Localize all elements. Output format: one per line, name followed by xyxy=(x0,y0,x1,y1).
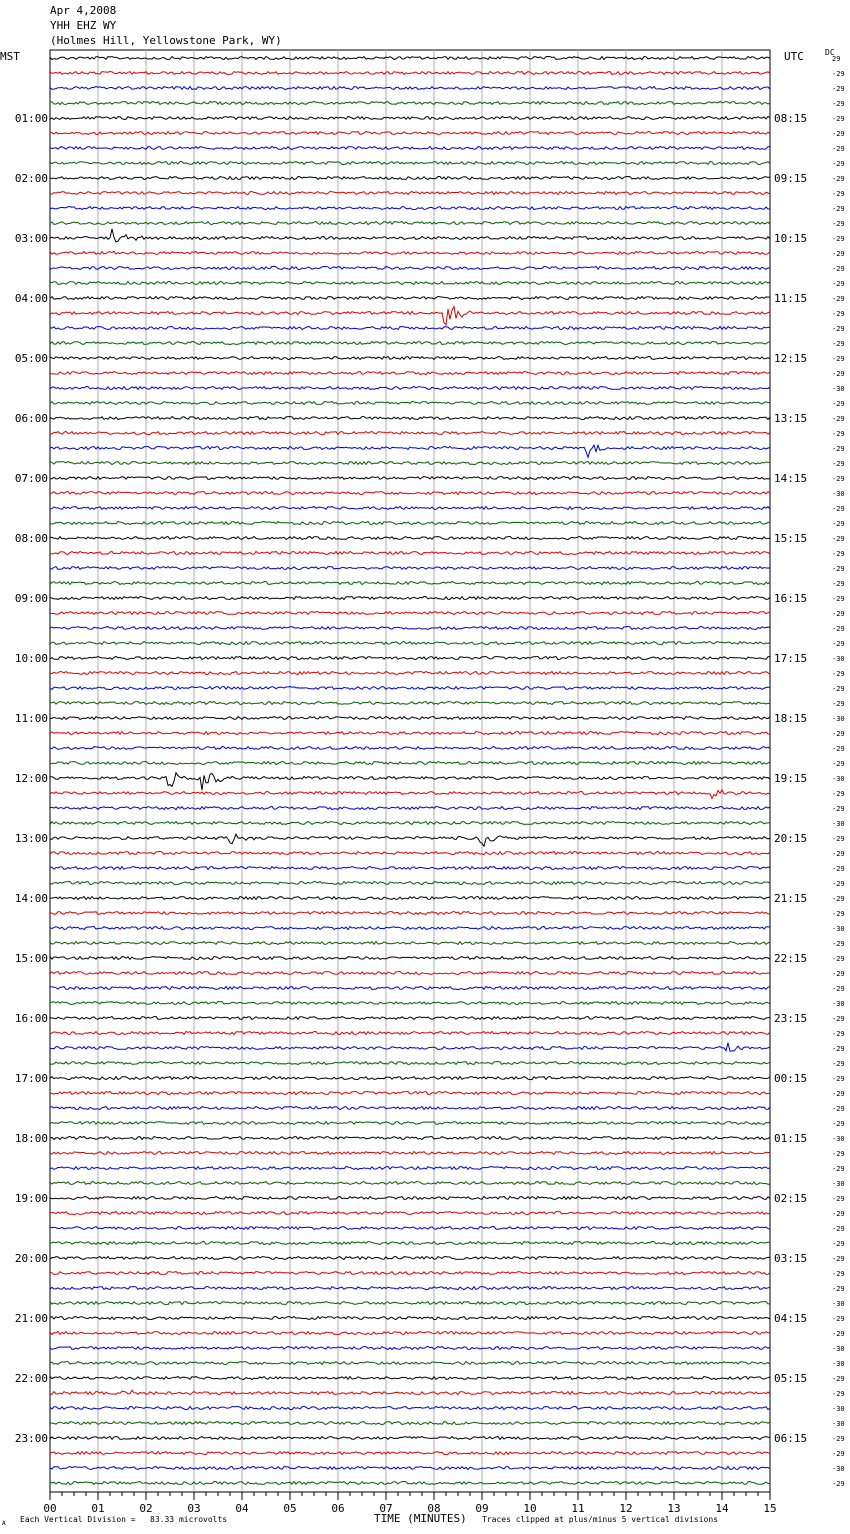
seismic-trace xyxy=(50,72,770,75)
right-hour-label: 06:15 xyxy=(774,1432,808,1445)
dc-offset-label: -29 xyxy=(832,1210,845,1218)
seismic-trace xyxy=(50,221,770,224)
clip-note: Traces clipped at plus/minus 5 vertical divisions xyxy=(482,1515,719,1524)
left-hour-label: 22:00 xyxy=(14,1372,48,1385)
seismic-trace xyxy=(50,507,770,510)
seismic-trace xyxy=(50,672,770,675)
seismic-trace xyxy=(50,867,770,870)
seismic-trace xyxy=(50,807,770,810)
dc-offset-label: -29 xyxy=(832,685,845,693)
seismic-trace xyxy=(50,476,770,479)
dc-offset-label: -29 xyxy=(832,580,845,588)
dc-offset-label: -29 xyxy=(832,970,845,978)
dc-offset-label: -29 xyxy=(832,895,845,903)
seismic-trace xyxy=(50,117,770,120)
left-hour-label: 05:00 xyxy=(14,352,48,365)
seismic-trace xyxy=(50,1437,770,1440)
seismic-trace xyxy=(50,986,770,989)
x-tick-label: 10 xyxy=(523,1502,537,1515)
right-hour-label: 18:15 xyxy=(774,712,808,725)
seismic-trace xyxy=(50,251,770,254)
dc-offset-label: -30 xyxy=(832,1465,845,1473)
right-hour-label: 21:15 xyxy=(774,892,808,905)
right-hour-label: 10:15 xyxy=(774,232,808,245)
left-hour-label: 20:00 xyxy=(14,1252,48,1265)
seismic-trace xyxy=(50,1302,770,1305)
seismic-trace xyxy=(50,773,770,790)
seismic-trace xyxy=(50,882,770,885)
seismic-trace xyxy=(50,747,770,750)
dc-offset-label: -30 xyxy=(832,1345,845,1353)
seismic-trace xyxy=(50,307,770,325)
dc-offset-label: -29 xyxy=(832,220,845,228)
dc-offset-label: -29 xyxy=(832,430,845,438)
dc-offset-label: -29 xyxy=(832,640,845,648)
dc-offset-label: -29 xyxy=(832,940,845,948)
header-location: (Holmes Hill, Yellowstone Park, WY) xyxy=(50,34,282,47)
left-hour-label: 03:00 xyxy=(14,232,48,245)
dc-offset-label: -29 xyxy=(832,1090,845,1098)
left-hour-label: 13:00 xyxy=(14,832,48,845)
left-hour-label: 11:00 xyxy=(14,712,48,725)
dc-offset-label: -30 xyxy=(832,1360,845,1368)
right-hour-label: 13:15 xyxy=(774,412,808,425)
seismic-trace xyxy=(50,941,770,944)
seismic-trace xyxy=(50,1317,770,1320)
dc-offset-label: -29 xyxy=(832,145,845,153)
x-tick-label: 07 xyxy=(379,1502,393,1515)
plot-frame xyxy=(50,50,770,1492)
right-hour-label: 09:15 xyxy=(774,172,808,185)
header-date: Apr 4,2008 xyxy=(50,4,117,17)
seismic-trace xyxy=(50,1032,770,1035)
dc-offset-label: -29 xyxy=(832,1045,845,1053)
dc-offset-label: -29 xyxy=(832,400,845,408)
seismic-trace xyxy=(50,297,770,300)
x-tick-label: 11 xyxy=(571,1502,585,1515)
right-hour-label: 01:15 xyxy=(774,1132,808,1145)
dc-offset-label: -29 xyxy=(832,1225,845,1233)
dc-offset-label: -29 xyxy=(832,1375,845,1383)
right-hour-label: 03:15 xyxy=(774,1252,808,1265)
dc-offset-label: -29 xyxy=(832,745,845,753)
seismic-trace xyxy=(50,416,770,419)
seismic-trace xyxy=(50,1107,770,1110)
dc-offset-label: -29 xyxy=(832,625,845,633)
dc-offset-label: -29 xyxy=(832,205,845,213)
dc-offset-label: -29 xyxy=(832,805,845,813)
seismic-trace xyxy=(50,1226,770,1229)
seismic-trace xyxy=(50,1043,770,1052)
x-tick-label: 13 xyxy=(667,1502,681,1515)
left-hour-label: 12:00 xyxy=(14,772,48,785)
left-hour-label: 08:00 xyxy=(14,532,48,545)
seismic-trace xyxy=(50,162,770,165)
dc-offset-label: -29 xyxy=(832,250,845,258)
seismic-trace xyxy=(50,207,770,210)
left-hour-label: 09:00 xyxy=(14,592,48,605)
seismic-trace xyxy=(50,1452,770,1455)
right-hour-label: 15:15 xyxy=(774,532,808,545)
seismic-trace xyxy=(50,1346,770,1349)
left-hour-label: 19:00 xyxy=(14,1192,48,1205)
x-tick-label: 05 xyxy=(283,1502,297,1515)
dc-offset-label: -29 xyxy=(832,1315,845,1323)
seismic-trace xyxy=(50,1166,770,1169)
left-hour-label: 15:00 xyxy=(14,952,48,965)
seismic-trace xyxy=(50,1257,770,1260)
seismic-trace xyxy=(50,1062,770,1065)
seismic-trace xyxy=(50,1466,770,1469)
right-hour-label: 19:15 xyxy=(774,772,808,785)
dc-offset-label: 29 xyxy=(832,55,841,63)
left-hour-label: 02:00 xyxy=(14,172,48,185)
dc-offset-label: -30 xyxy=(832,715,845,723)
dc-offset-label: -29 xyxy=(832,1030,845,1038)
dc-offset-label: -29 xyxy=(832,175,845,183)
seismic-trace xyxy=(50,372,770,375)
right-hour-label: 08:15 xyxy=(774,112,808,125)
seismic-trace xyxy=(50,86,770,89)
dc-offset-label: -29 xyxy=(832,355,845,363)
dc-offset-label: -30 xyxy=(832,1420,845,1428)
seismic-trace xyxy=(50,687,770,690)
right-hour-label: 05:15 xyxy=(774,1372,808,1385)
dc-offset-label: -29 xyxy=(832,670,845,678)
dc-offset-label: -29 xyxy=(832,760,845,768)
seismic-trace xyxy=(50,1272,770,1275)
seismic-trace xyxy=(50,957,770,960)
right-hour-label: 14:15 xyxy=(774,472,808,485)
seismic-trace xyxy=(50,1422,770,1425)
dc-offset-label: -29 xyxy=(832,850,845,858)
x-tick-label: 14 xyxy=(715,1502,729,1515)
right-hour-label: 04:15 xyxy=(774,1312,808,1325)
seismic-trace xyxy=(50,717,770,720)
seismic-trace xyxy=(50,431,770,434)
dc-offset-label: -29 xyxy=(832,1270,845,1278)
seismic-trace xyxy=(50,1001,770,1004)
seismic-trace xyxy=(50,132,770,135)
dc-offset-label: -30 xyxy=(832,925,845,933)
dc-offset-label: -29 xyxy=(832,115,845,123)
seismic-trace xyxy=(50,657,770,660)
dc-offset-label: -30 xyxy=(832,775,845,783)
dc-offset-label: -29 xyxy=(832,190,845,198)
seismic-trace xyxy=(50,1092,770,1095)
x-tick-label: 02 xyxy=(139,1502,153,1515)
left-hour-label: 18:00 xyxy=(14,1132,48,1145)
seismic-trace xyxy=(50,445,770,457)
seismic-trace xyxy=(50,146,770,149)
x-tick-label: 09 xyxy=(475,1502,489,1515)
seismic-trace xyxy=(50,492,770,495)
dc-offset-label: -29 xyxy=(832,1240,845,1248)
dc-offset-label: -29 xyxy=(832,1165,845,1173)
left-hour-label: 23:00 xyxy=(14,1432,48,1445)
corner-mark: A xyxy=(2,1520,6,1527)
dc-label: DC xyxy=(825,48,835,57)
left-hour-label: 21:00 xyxy=(14,1312,48,1325)
dc-offset-label: -29 xyxy=(832,1390,845,1398)
dc-offset-label: -29 xyxy=(832,415,845,423)
seismic-trace xyxy=(50,536,770,539)
dc-offset-label: -29 xyxy=(832,985,845,993)
x-tick-label: 00 xyxy=(43,1502,57,1515)
seismic-trace xyxy=(50,387,770,390)
dc-offset-label: -30 xyxy=(832,1135,845,1143)
dc-offset-label: -29 xyxy=(832,1015,845,1023)
dc-offset-label: -30 xyxy=(832,490,845,498)
seismic-trace xyxy=(50,402,770,405)
seismic-trace xyxy=(50,1332,770,1335)
x-tick-label: 08 xyxy=(427,1502,441,1515)
dc-offset-label: -30 xyxy=(832,655,845,663)
dc-offset-label: -29 xyxy=(832,535,845,543)
right-hour-label: 22:15 xyxy=(774,952,808,965)
seismic-trace xyxy=(50,627,770,630)
x-tick-label: 06 xyxy=(331,1502,345,1515)
seismic-trace xyxy=(50,582,770,585)
dc-offset-label: -29 xyxy=(832,880,845,888)
seismic-trace xyxy=(50,1407,770,1410)
seismic-trace xyxy=(50,701,770,704)
dc-offset-label: -29 xyxy=(832,550,845,558)
dc-offset-label: -29 xyxy=(832,1105,845,1113)
dc-offset-label: -29 xyxy=(832,910,845,918)
left-hour-label: 01:00 xyxy=(14,112,48,125)
dc-offset-label: -29 xyxy=(832,835,845,843)
dc-offset-label: -29 xyxy=(832,610,845,618)
left-hour-label: 07:00 xyxy=(14,472,48,485)
seismic-trace xyxy=(50,281,770,284)
seismic-trace xyxy=(50,356,770,359)
seismic-trace xyxy=(50,1482,770,1485)
left-hour-label: 06:00 xyxy=(14,412,48,425)
header-station: YHH EHZ WY xyxy=(50,19,117,32)
dc-offset-label: -29 xyxy=(832,295,845,303)
right-timezone-label: UTC xyxy=(784,50,804,63)
dc-offset-label: -29 xyxy=(832,1075,845,1083)
seismic-trace xyxy=(50,1376,770,1379)
dc-offset-label: -29 xyxy=(832,475,845,483)
seismic-trace xyxy=(50,1076,770,1079)
dc-offset-label: -29 xyxy=(832,565,845,573)
seismic-trace xyxy=(50,1242,770,1245)
right-hour-label: 02:15 xyxy=(774,1192,808,1205)
left-hour-label: 17:00 xyxy=(14,1072,48,1085)
right-hour-label: 00:15 xyxy=(774,1072,808,1085)
dc-offset-label: -29 xyxy=(832,520,845,528)
dc-offset-label: -29 xyxy=(832,100,845,108)
seismic-trace xyxy=(50,790,770,799)
dc-offset-label: -29 xyxy=(832,1435,845,1443)
dc-offset-label: -29 xyxy=(832,85,845,93)
left-timezone-label: MST xyxy=(0,50,20,63)
right-hour-label: 17:15 xyxy=(774,652,808,665)
seismic-trace xyxy=(50,597,770,600)
seismic-trace xyxy=(50,1136,770,1139)
dc-offset-label: -29 xyxy=(832,1450,845,1458)
dc-offset-label: -29 xyxy=(832,730,845,738)
dc-offset-label: -30 xyxy=(832,1405,845,1413)
dc-offset-label: -29 xyxy=(832,310,845,318)
x-tick-label: 03 xyxy=(187,1502,201,1515)
seismic-trace xyxy=(50,341,770,344)
seismic-trace xyxy=(50,1211,770,1214)
dc-offset-label: -29 xyxy=(832,595,845,603)
dc-offset-label: -29 xyxy=(832,70,845,78)
right-hour-label: 23:15 xyxy=(774,1012,808,1025)
dc-offset-label: -29 xyxy=(832,325,845,333)
seismic-trace xyxy=(50,1181,770,1184)
dc-offset-label: -29 xyxy=(832,1330,845,1338)
seismic-trace xyxy=(50,462,770,465)
dc-offset-label: -29 xyxy=(832,160,845,168)
dc-offset-label: -30 xyxy=(832,1000,845,1008)
dc-offset-label: -29 xyxy=(832,505,845,513)
x-tick-label: 12 xyxy=(619,1502,633,1515)
seismic-trace xyxy=(50,851,770,854)
dc-offset-label: -29 xyxy=(832,460,845,468)
seismic-trace xyxy=(50,612,770,615)
seismic-trace xyxy=(50,229,770,242)
x-axis-title: TIME (MINUTES) xyxy=(374,1512,467,1525)
dc-offset-label: -29 xyxy=(832,1120,845,1128)
dc-offset-label: -29 xyxy=(832,1060,845,1068)
dc-offset-label: -29 xyxy=(832,865,845,873)
x-tick-label: 15 xyxy=(763,1502,777,1515)
x-tick-label: 04 xyxy=(235,1502,249,1515)
x-tick-label: 01 xyxy=(91,1502,105,1515)
dc-offset-label: -29 xyxy=(832,265,845,273)
seismic-trace xyxy=(50,911,770,914)
dc-offset-label: -29 xyxy=(832,340,845,348)
dc-offset-label: -30 xyxy=(832,1180,845,1188)
seismic-trace xyxy=(50,566,770,569)
seismic-trace xyxy=(50,1152,770,1155)
left-hour-label: 04:00 xyxy=(14,292,48,305)
dc-offset-label: -29 xyxy=(832,1480,845,1488)
seismic-trace xyxy=(50,897,770,900)
seismic-trace xyxy=(50,326,770,329)
dc-offset-label: -29 xyxy=(832,1255,845,1263)
right-hour-label: 16:15 xyxy=(774,592,808,605)
seismic-trace xyxy=(50,177,770,180)
seismic-trace xyxy=(50,1017,770,1020)
right-hour-label: 11:15 xyxy=(774,292,808,305)
dc-offset-label: -29 xyxy=(832,130,845,138)
left-hour-label: 14:00 xyxy=(14,892,48,905)
dc-offset-label: -30 xyxy=(832,820,845,828)
left-hour-label: 16:00 xyxy=(14,1012,48,1025)
seismic-trace xyxy=(50,57,770,60)
right-hour-label: 20:15 xyxy=(774,832,808,845)
scale-note: Each Vertical Division = 83.33 microvolts xyxy=(20,1515,228,1524)
dc-offset-label: -29 xyxy=(832,790,845,798)
left-hour-label: 10:00 xyxy=(14,652,48,665)
dc-offset-label: -30 xyxy=(832,1300,845,1308)
seismic-trace xyxy=(50,192,770,195)
seismic-trace xyxy=(50,1390,770,1394)
dc-offset-label: -29 xyxy=(832,445,845,453)
right-hour-label: 12:15 xyxy=(774,352,808,365)
seismic-trace xyxy=(50,641,770,644)
seismic-trace xyxy=(50,551,770,554)
seismic-trace xyxy=(50,761,770,764)
seismic-trace xyxy=(50,1286,770,1289)
dc-offset-label: -29 xyxy=(832,1150,845,1158)
seismic-trace xyxy=(50,1362,770,1365)
dc-offset-label: -29 xyxy=(832,370,845,378)
seismic-trace xyxy=(50,822,770,825)
seismic-trace xyxy=(50,731,770,734)
dc-offset-label: -29 xyxy=(832,235,845,243)
seismic-trace xyxy=(50,927,770,930)
seismic-trace xyxy=(50,266,770,269)
seismic-trace xyxy=(50,834,770,846)
dc-offset-label: -29 xyxy=(832,1195,845,1203)
seismic-trace xyxy=(50,971,770,974)
seismic-trace xyxy=(50,1197,770,1200)
seismic-trace xyxy=(50,1122,770,1125)
seismic-trace xyxy=(50,521,770,524)
dc-offset-label: -29 xyxy=(832,1285,845,1293)
dc-offset-label: -29 xyxy=(832,955,845,963)
dc-offset-label: -29 xyxy=(832,700,845,708)
seismic-trace xyxy=(50,101,770,104)
dc-offset-label: -29 xyxy=(832,280,845,288)
dc-offset-label: -30 xyxy=(832,385,845,393)
